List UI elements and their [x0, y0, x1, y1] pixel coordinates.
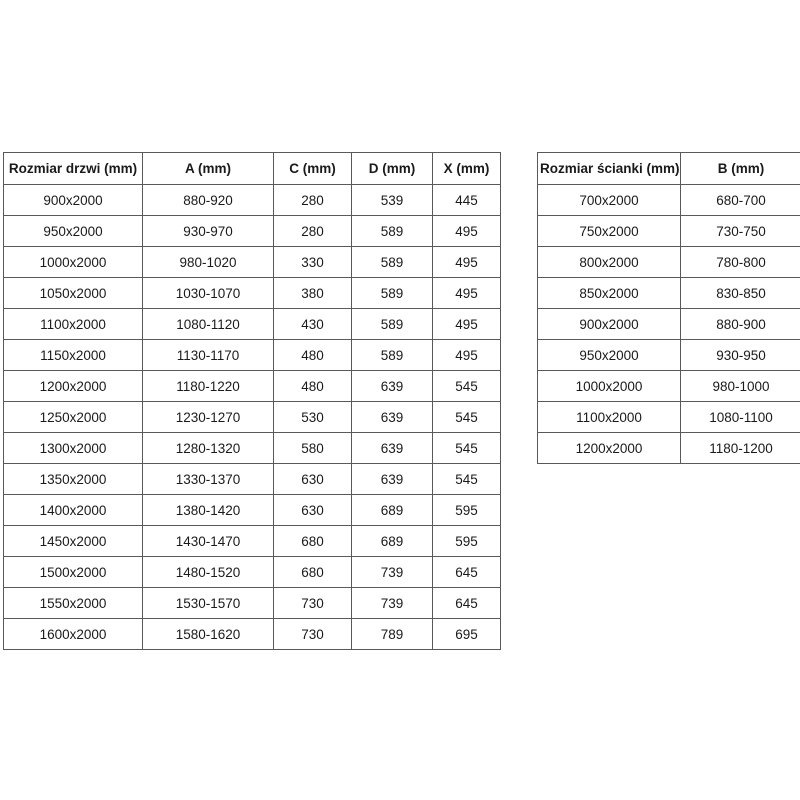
- table-cell: 1230-1270: [143, 402, 274, 433]
- table-cell: 1000x2000: [538, 371, 681, 402]
- table-cell: 1300x2000: [4, 433, 143, 464]
- table-cell: 680-700: [681, 185, 800, 216]
- table-cell: 1280-1320: [143, 433, 274, 464]
- table-row: [4, 247, 501, 278]
- door-size-table: [3, 152, 501, 650]
- table-cell: 830-850: [681, 278, 800, 309]
- table-cell: 1500x2000: [4, 557, 143, 588]
- table-cell: 1330-1370: [143, 464, 274, 495]
- table-cell: 645: [433, 588, 501, 619]
- table-cell: 730: [274, 619, 352, 650]
- table-cell: 1380-1420: [143, 495, 274, 526]
- table-cell: 380: [274, 278, 352, 309]
- table-cell: 589: [352, 247, 433, 278]
- table-cell: 789: [352, 619, 433, 650]
- table-cell: 530: [274, 402, 352, 433]
- table-cell: 1100x2000: [538, 402, 681, 433]
- table-row: [538, 340, 800, 371]
- table-cell: 330: [274, 247, 352, 278]
- table-row: [4, 526, 501, 557]
- table-row: [538, 216, 800, 247]
- table-cell: 1180-1200: [681, 433, 800, 464]
- table-cell: 589: [352, 278, 433, 309]
- table-row: [4, 619, 501, 650]
- table-cell: 595: [433, 495, 501, 526]
- column-header: X (mm): [433, 153, 501, 185]
- table-cell: 695: [433, 619, 501, 650]
- table-cell: 630: [274, 464, 352, 495]
- table-cell: 430: [274, 309, 352, 340]
- table-cell: 1050x2000: [4, 278, 143, 309]
- table-cell: 639: [352, 371, 433, 402]
- table-cell: 689: [352, 495, 433, 526]
- table-row: [4, 309, 501, 340]
- table-cell: 1580-1620: [143, 619, 274, 650]
- table-cell: 639: [352, 433, 433, 464]
- table-cell: 445: [433, 185, 501, 216]
- table-cell: 539: [352, 185, 433, 216]
- table-cell: 1400x2000: [4, 495, 143, 526]
- column-header: D (mm): [352, 153, 433, 185]
- table-cell: 1480-1520: [143, 557, 274, 588]
- table-cell: 689: [352, 526, 433, 557]
- table-cell: 1000x2000: [4, 247, 143, 278]
- column-header: A (mm): [143, 153, 274, 185]
- table-cell: 739: [352, 557, 433, 588]
- table-cell: 1130-1170: [143, 340, 274, 371]
- table-row: [4, 402, 501, 433]
- table-cell: 680: [274, 526, 352, 557]
- table-cell: 595: [433, 526, 501, 557]
- table-cell: 545: [433, 433, 501, 464]
- table-row: [538, 309, 800, 340]
- column-header: Rozmiar drzwi (mm): [4, 153, 143, 185]
- table-row: [538, 247, 800, 278]
- column-header: C (mm): [274, 153, 352, 185]
- table-row: [4, 216, 501, 247]
- table-cell: 750x2000: [538, 216, 681, 247]
- table-cell: 880-900: [681, 309, 800, 340]
- table-row: [4, 340, 501, 371]
- table-cell: 1150x2000: [4, 340, 143, 371]
- table-cell: 680: [274, 557, 352, 588]
- header-row: [4, 153, 501, 185]
- table-cell: 1530-1570: [143, 588, 274, 619]
- column-header: B (mm): [681, 153, 800, 185]
- table-row: [4, 588, 501, 619]
- table-cell: 850x2000: [538, 278, 681, 309]
- table-cell: 739: [352, 588, 433, 619]
- table-cell: 980-1000: [681, 371, 800, 402]
- wall-size-table: [537, 152, 800, 464]
- table-cell: 645: [433, 557, 501, 588]
- table-cell: 589: [352, 216, 433, 247]
- table-cell: 545: [433, 464, 501, 495]
- table-row: [538, 402, 800, 433]
- table-cell: 1550x2000: [4, 588, 143, 619]
- table-cell: 280: [274, 216, 352, 247]
- table-cell: 1200x2000: [538, 433, 681, 464]
- table-cell: 1200x2000: [4, 371, 143, 402]
- header-row: [538, 153, 800, 185]
- table-cell: 589: [352, 340, 433, 371]
- table-cell: 1430-1470: [143, 526, 274, 557]
- table-row: [538, 278, 800, 309]
- table-row: [4, 433, 501, 464]
- table-cell: 1250x2000: [4, 402, 143, 433]
- table-cell: 1030-1070: [143, 278, 274, 309]
- table-cell: 930-950: [681, 340, 800, 371]
- table-row: [4, 495, 501, 526]
- table-cell: 1180-1220: [143, 371, 274, 402]
- table-cell: 580: [274, 433, 352, 464]
- table-cell: 1100x2000: [4, 309, 143, 340]
- table-cell: 545: [433, 402, 501, 433]
- table-row: [4, 278, 501, 309]
- table-cell: 1080-1100: [681, 402, 800, 433]
- table-cell: 280: [274, 185, 352, 216]
- table-cell: 730: [274, 588, 352, 619]
- table-row: [4, 557, 501, 588]
- table-cell: 495: [433, 247, 501, 278]
- table-row: [538, 433, 800, 464]
- table-cell: 950x2000: [538, 340, 681, 371]
- table-cell: 589: [352, 309, 433, 340]
- table-cell: 1450x2000: [4, 526, 143, 557]
- table-cell: 630: [274, 495, 352, 526]
- table-cell: 495: [433, 216, 501, 247]
- table-cell: 780-800: [681, 247, 800, 278]
- table-cell: 900x2000: [4, 185, 143, 216]
- table-cell: 900x2000: [538, 309, 681, 340]
- table-cell: 495: [433, 278, 501, 309]
- table-row: [538, 371, 800, 402]
- table-cell: 980-1020: [143, 247, 274, 278]
- table-cell: 480: [274, 371, 352, 402]
- table-cell: 880-920: [143, 185, 274, 216]
- table-cell: 639: [352, 464, 433, 495]
- table-cell: 950x2000: [4, 216, 143, 247]
- column-header: Rozmiar ścianki (mm): [538, 153, 681, 185]
- table-cell: 495: [433, 340, 501, 371]
- table-cell: 730-750: [681, 216, 800, 247]
- table-row: [4, 371, 501, 402]
- table-row: [4, 185, 501, 216]
- table-row: [4, 464, 501, 495]
- table-cell: 639: [352, 402, 433, 433]
- table-row: [538, 185, 800, 216]
- table-cell: 480: [274, 340, 352, 371]
- table-cell: 1350x2000: [4, 464, 143, 495]
- table-cell: 800x2000: [538, 247, 681, 278]
- table-cell: 700x2000: [538, 185, 681, 216]
- table-cell: 1600x2000: [4, 619, 143, 650]
- table-cell: 1080-1120: [143, 309, 274, 340]
- table-cell: 545: [433, 371, 501, 402]
- table-cell: 930-970: [143, 216, 274, 247]
- table-cell: 495: [433, 309, 501, 340]
